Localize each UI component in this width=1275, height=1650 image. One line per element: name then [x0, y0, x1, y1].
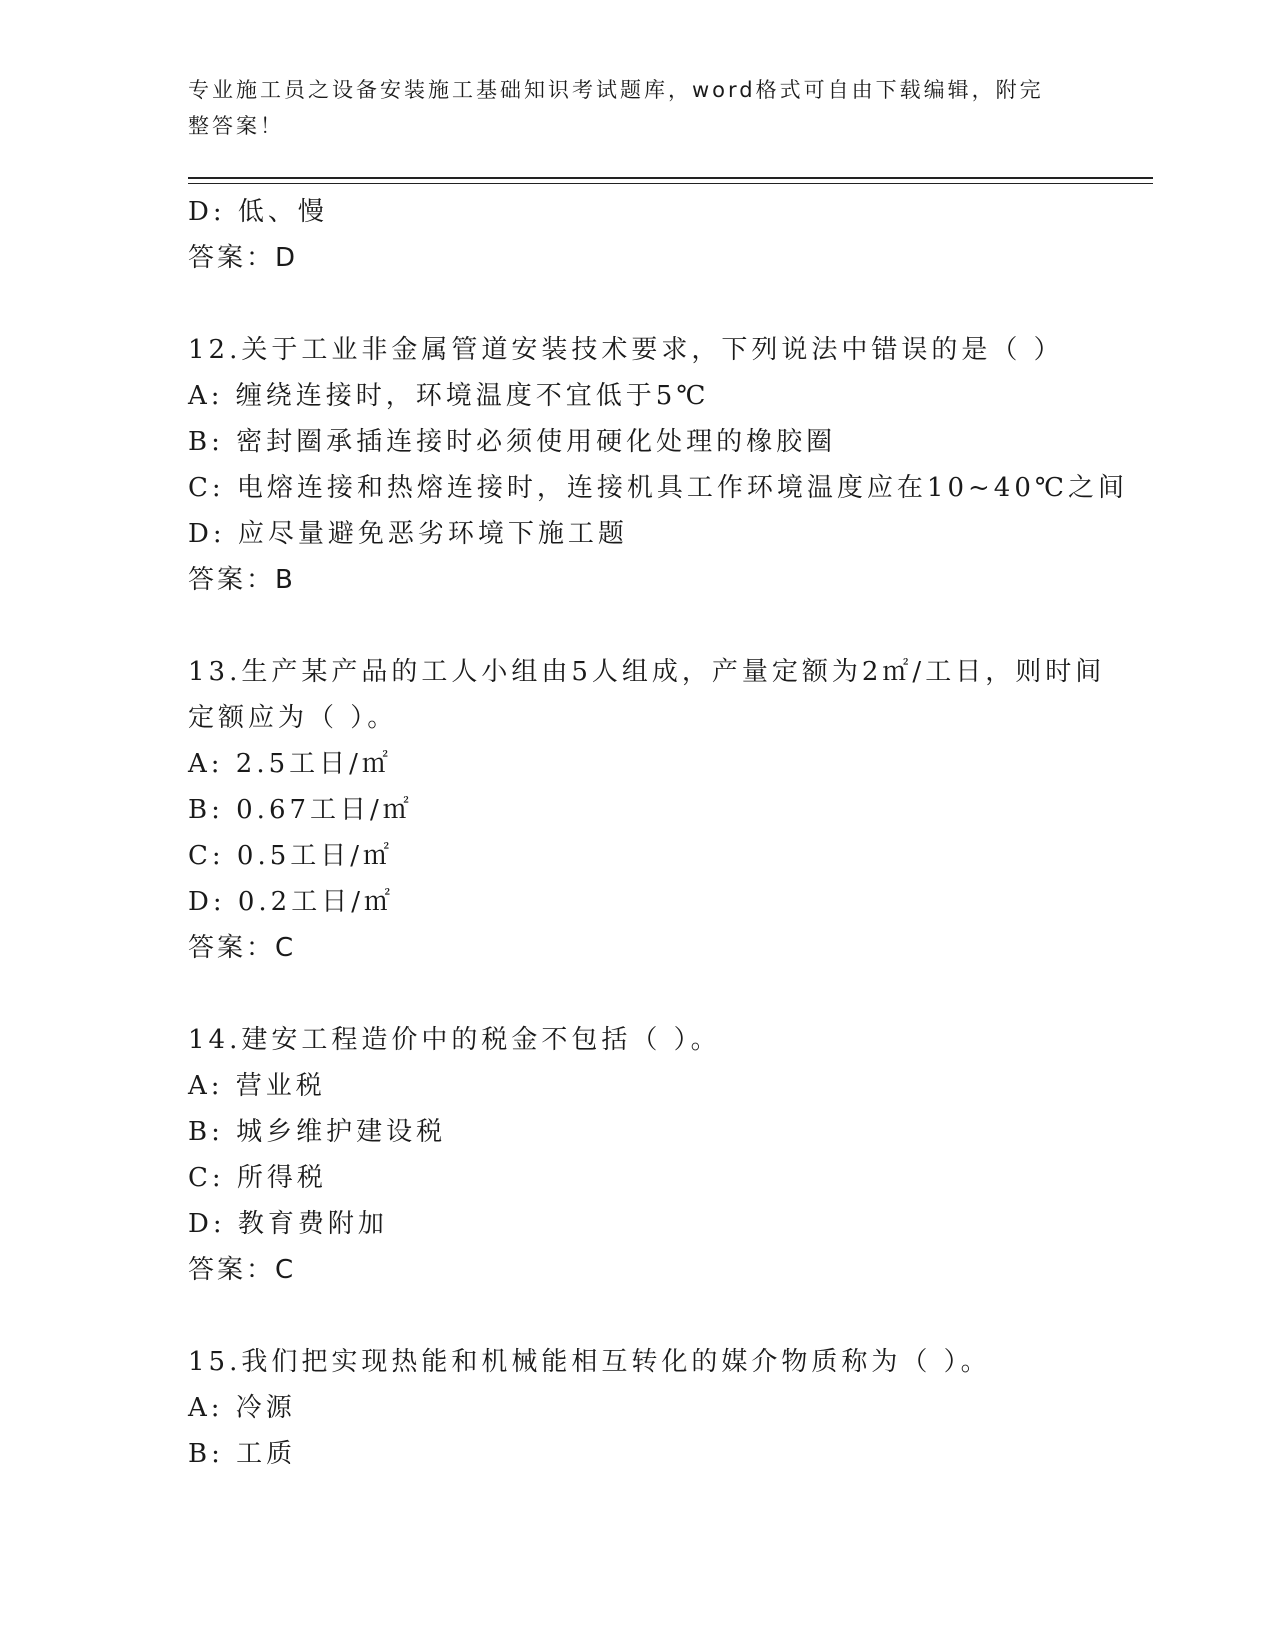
answer-line: 答案：B	[188, 565, 296, 595]
option-b: B: 0.67工日/㎡	[188, 795, 413, 825]
header-divider-thin	[188, 183, 1153, 184]
header-line-2: 整答案！	[188, 114, 284, 138]
option-c: C: 0.5工日/㎡	[188, 841, 394, 871]
question-14	[188, 1017, 1153, 1293]
question-stem-continued: 定额应为（ ）。	[188, 703, 398, 733]
option-c: C: 电熔连接和热熔连接时，连接机具工作环境温度应在10~40℃之间	[188, 473, 1128, 503]
option-a: A: 缠绕连接时，环境温度不宜低于5℃	[188, 381, 710, 411]
header-line-1: 专业施工员之设备安装施工基础知识考试题库，word格式可自由下载编辑，附完	[188, 78, 1044, 102]
option-d: D: 应尽量避免恶劣环境下施工题	[188, 519, 628, 549]
option-a: A: 冷源	[188, 1393, 296, 1423]
answer-line: 答案：C	[188, 933, 297, 963]
prev-question-option-d: D: 低、慢	[188, 197, 328, 227]
prev-question-answer: 答案：D	[188, 243, 299, 273]
question-spacer	[188, 1293, 1153, 1339]
question-stem: 12.关于工业非金属管道安装技术要求，下列说法中错误的是（ ）	[188, 335, 1064, 365]
question-12	[188, 327, 1153, 603]
option-d: D: 0.2工日/㎡	[188, 887, 394, 917]
option-d: D: 教育费附加	[188, 1209, 388, 1239]
header-divider-thick	[188, 177, 1153, 179]
option-a: A: 营业税	[188, 1071, 326, 1101]
question-13	[188, 649, 1153, 971]
document-content	[188, 189, 1153, 1477]
answer-line: 答案：C	[188, 1255, 297, 1285]
option-b: B: 密封圈承插连接时必须使用硬化处理的橡胶圈	[188, 427, 837, 457]
question-spacer	[188, 281, 1153, 327]
question-15	[188, 1339, 1153, 1477]
question-stem: 14.建安工程造价中的税金不包括（ ）。	[188, 1025, 721, 1055]
question-spacer	[188, 603, 1153, 649]
page-header	[188, 72, 1068, 144]
option-b: B: 城乡维护建设税	[188, 1117, 447, 1147]
question-stem: 13.生产某产品的工人小组由5人组成，产量定额为2㎡/工日，则时间	[188, 657, 1106, 687]
option-b: B: 工质	[188, 1439, 297, 1469]
option-a: A: 2.5工日/㎡	[188, 749, 392, 779]
question-spacer	[188, 971, 1153, 1017]
question-stem: 15.我们把实现热能和机械能相互转化的媒介物质称为（ ）。	[188, 1347, 991, 1377]
option-c: C: 所得税	[188, 1163, 327, 1193]
